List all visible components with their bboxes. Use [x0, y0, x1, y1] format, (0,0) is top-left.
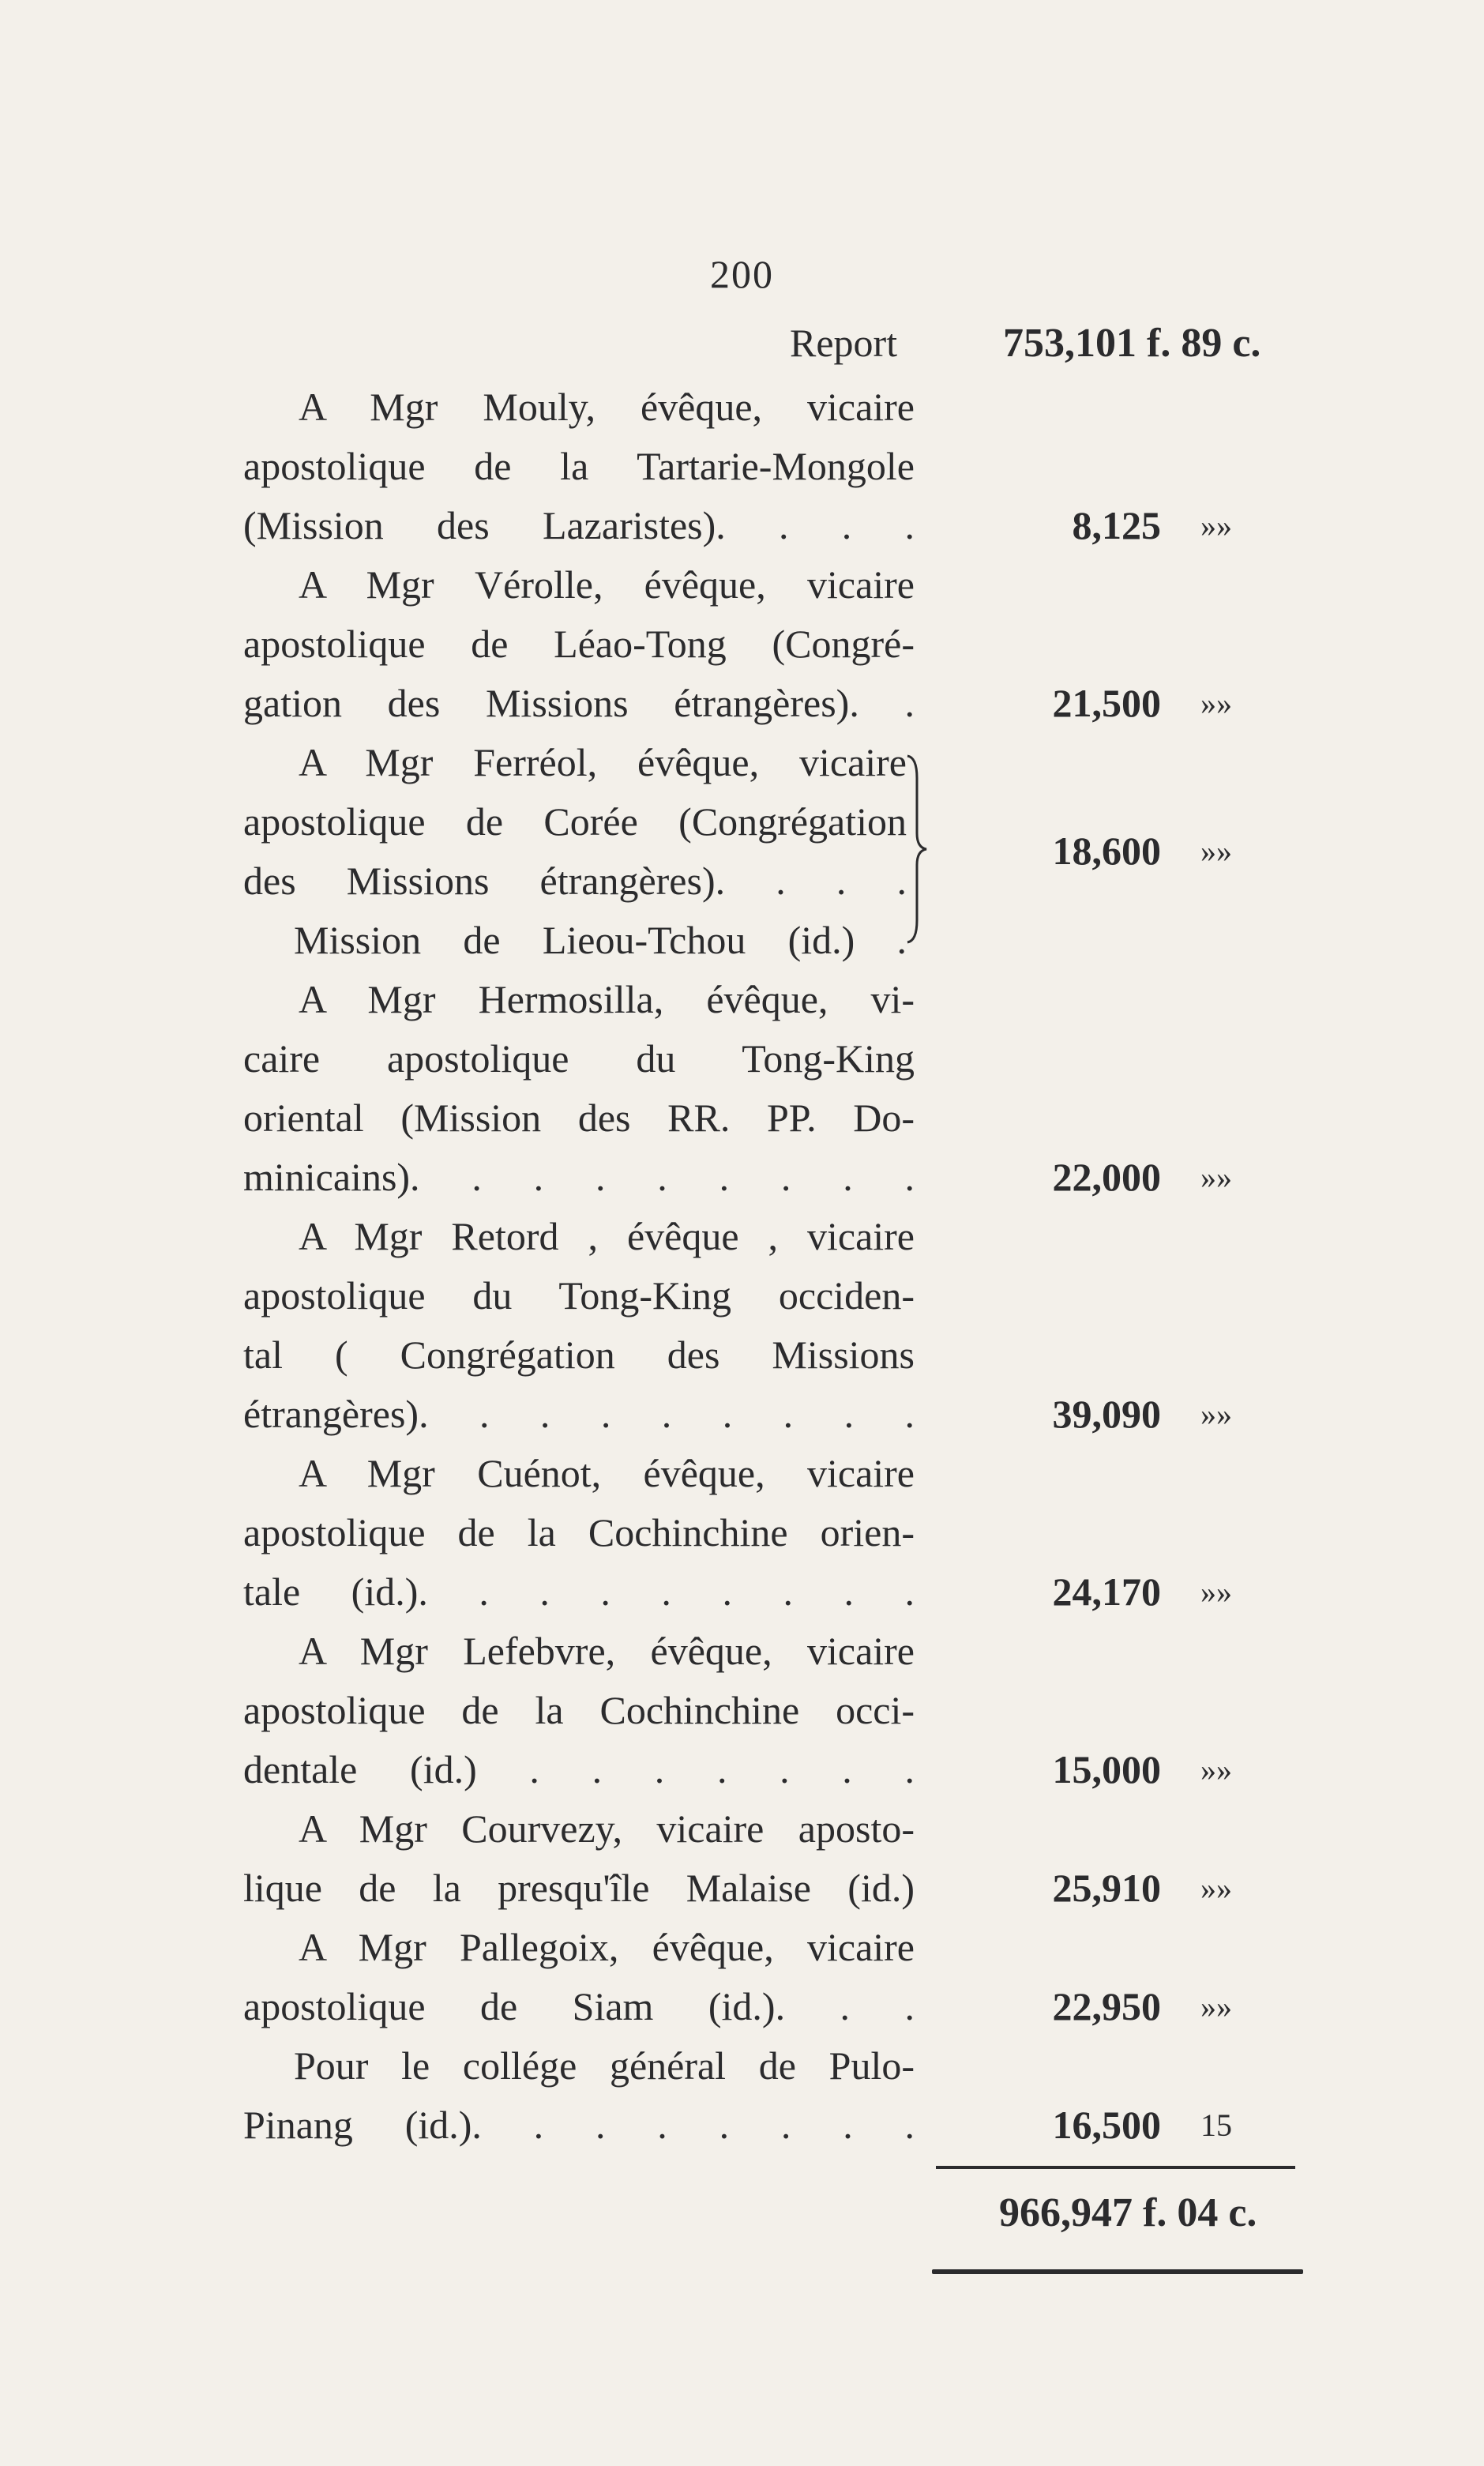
report-value: 753,101 f. 89 c.: [1003, 321, 1261, 366]
text-line: Mission de Lieou-Tchou (id.) .: [294, 918, 907, 962]
amount-value: 39,090: [1052, 1392, 1161, 1436]
amount-cents: »»: [1200, 1397, 1232, 1432]
total-value: 966,947 f. 04 c.: [999, 2190, 1257, 2235]
amount-cents: »»: [1200, 1989, 1232, 2024]
text-line: apostolique de la Cochinchine orien-: [243, 1510, 915, 1554]
text-line: dentale (id.) . . . . . . .: [243, 1747, 915, 1791]
amount-cents: »»: [1200, 1870, 1232, 1906]
amount-value: 15,000: [1052, 1747, 1161, 1791]
amount-value: 16,500: [1052, 2103, 1161, 2147]
text-line: (Mission des Lazaristes). . . .: [243, 503, 915, 547]
entries-text: [243, 378, 915, 2155]
page-number: 200: [710, 252, 774, 296]
text-line: A Mgr Ferréol, évêque, vicaire: [299, 740, 907, 784]
amount-cents: »»: [1200, 686, 1232, 721]
text-line: tale (id.). . . . . . . . .: [243, 1569, 915, 1614]
amount-cents: »»: [1200, 1752, 1232, 1787]
text-line: apostolique de la Tartarie-Mongole: [243, 444, 915, 488]
text-line: A Mgr Hermosilla, évêque, vi-: [299, 977, 915, 1021]
amount-value: 22,950: [1052, 1984, 1161, 2028]
text-line: Pinang (id.). . . . . . . .: [243, 2103, 915, 2147]
text-line: étrangères). . . . . . . . .: [243, 1392, 915, 1436]
amount-cents: »»: [1200, 508, 1232, 543]
amount-cents: 15: [1200, 2107, 1232, 2143]
amount-cents: »»: [1200, 1160, 1232, 1195]
text-line: apostolique de Siam (id.). . .: [243, 1984, 915, 2028]
text-line: minicains). . . . . . . . .: [243, 1155, 915, 1199]
report-label: Report: [790, 321, 898, 365]
text-line: tal ( Congrégation des Missions: [243, 1333, 915, 1377]
amount-value: 25,910: [1052, 1866, 1161, 1910]
amount-value: 24,170: [1052, 1569, 1161, 1614]
text-line: Pour le collége général de Pulo-: [294, 2043, 915, 2088]
amount-cents: »»: [1200, 833, 1232, 869]
text-line: gation des Missions étrangères). .: [243, 681, 915, 725]
sum-rule: [936, 2166, 1295, 2169]
text-line: caire apostolique du Tong-King: [243, 1036, 915, 1081]
text-line: A Mgr Retord , évêque , vicaire: [299, 1214, 915, 1258]
text-line: A Mgr Cuénot, évêque, vicaire: [299, 1451, 915, 1495]
text-line: apostolique de Corée (Congrégation: [243, 799, 907, 844]
text-line: oriental (Mission des RR. PP. Do-: [243, 1096, 915, 1140]
text-line: apostolique de la Cochinchine occi-: [243, 1688, 915, 1732]
amount-value: 8,125: [1072, 503, 1161, 547]
amount-cents: »»: [1200, 1574, 1232, 1610]
text-line: A Mgr Courvezy, vicaire aposto-: [299, 1806, 915, 1851]
text-line: A Mgr Vérolle, évêque, vicaire: [299, 562, 915, 607]
amount-value: 21,500: [1052, 681, 1161, 725]
text-line: A Mgr Lefebvre, évêque, vicaire: [299, 1629, 915, 1673]
closing-rule: [932, 2269, 1303, 2274]
amount-value: 18,600: [1052, 829, 1161, 873]
text-line: apostolique de Léao-Tong (Congré-: [243, 622, 915, 666]
text-line: des Missions étrangères). . . .: [243, 859, 907, 903]
text-line: A Mgr Mouly, évêque, vicaire: [299, 385, 915, 429]
text-line: lique de la presqu'île Malaise (id.): [243, 1866, 915, 1910]
text-line: A Mgr Pallegoix, évêque, vicaire: [299, 1925, 915, 1969]
amount-value: 22,000: [1052, 1155, 1161, 1199]
text-line: apostolique du Tong-King occiden-: [243, 1273, 915, 1318]
